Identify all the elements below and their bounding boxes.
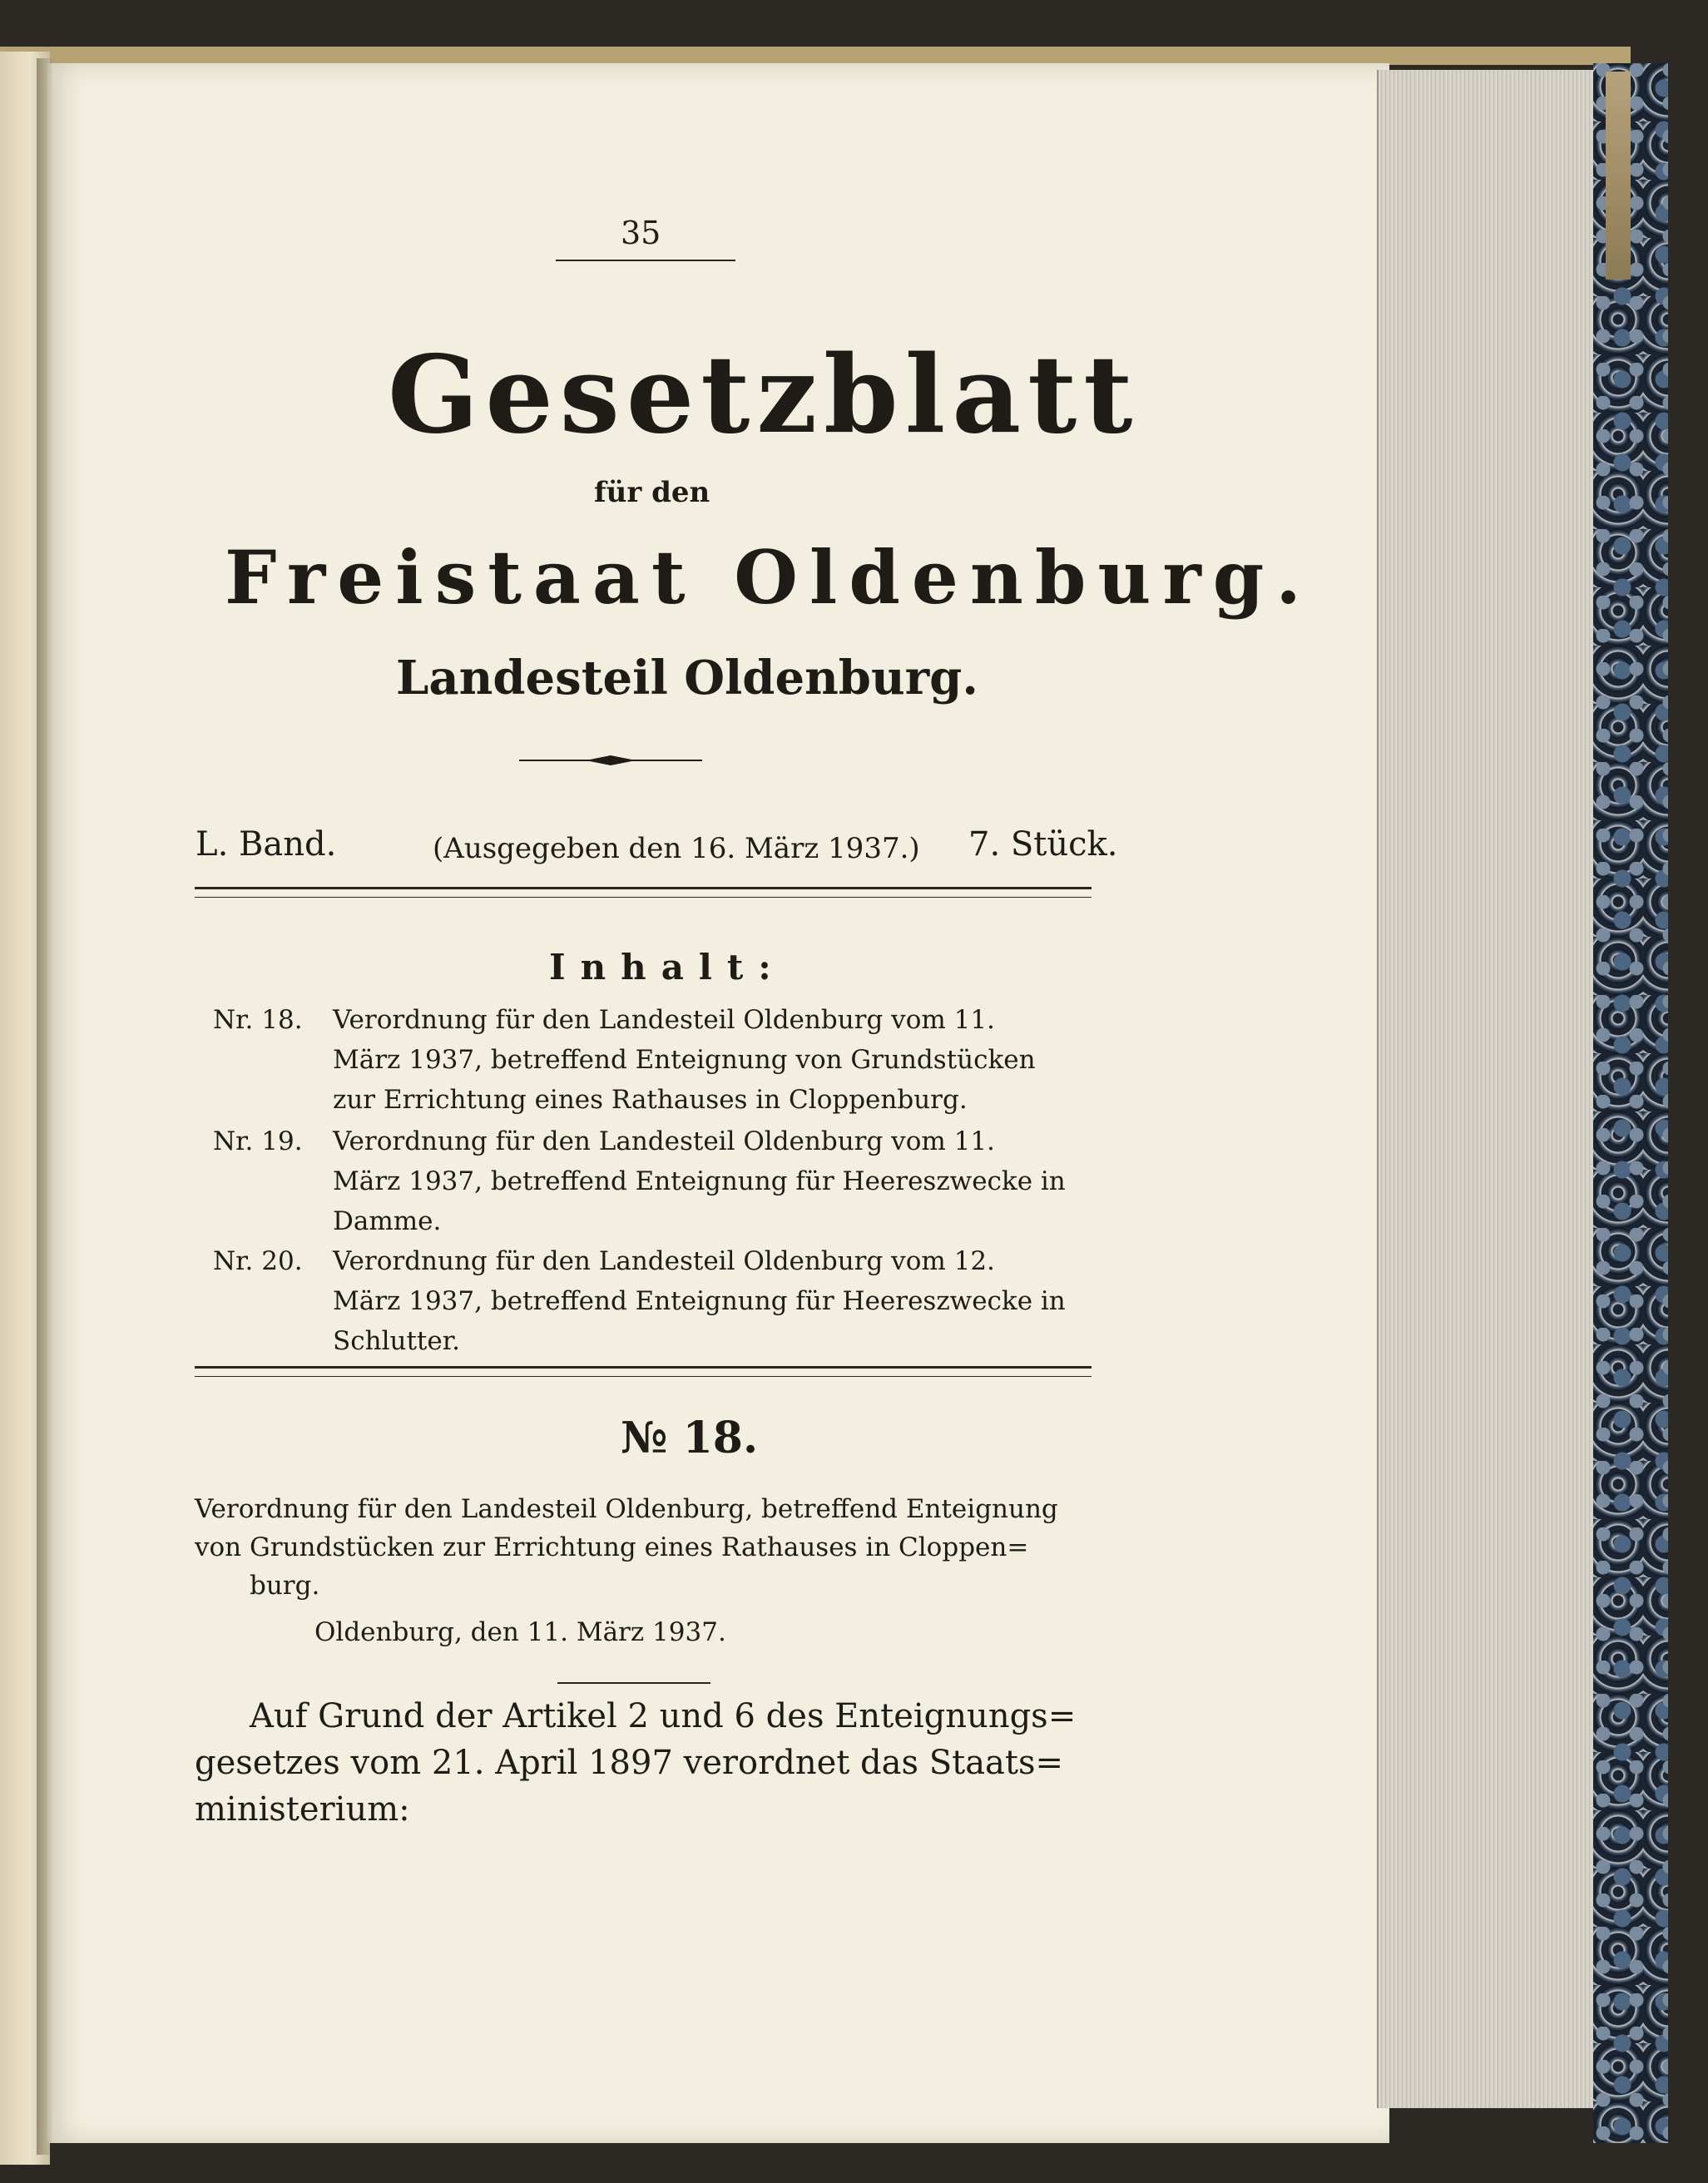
body-line: Auf Grund der Artikel 2 und 6 des Enteignungs= — [250, 1697, 1077, 1735]
place-date: Oldenburg, den 11. März 1937. — [314, 1617, 726, 1647]
region-name: Landesteil Oldenburg. — [396, 651, 978, 705]
toc-line: zur Errichtung eines Rathauses in Cloppenburg. — [333, 1085, 968, 1115]
section-title-line: von Grundstücken zur Errichtung eines Rathauses in Cloppen= — [195, 1532, 1029, 1562]
divider-ornament-icon — [519, 754, 702, 767]
toc-line: März 1937, betreffend Enteignung von Grundstücken — [333, 1045, 1036, 1075]
toc-line: Schlutter. — [333, 1326, 460, 1356]
body-line: gesetzes vom 21. April 1897 verordnet das Staats= — [195, 1744, 1064, 1782]
toc-line: Verordnung für den Landesteil Oldenburg vom 11. — [333, 1126, 995, 1156]
toc-number: Nr. 20. — [213, 1246, 303, 1276]
marbled-cover — [1593, 63, 1668, 2143]
short-rule — [557, 1682, 710, 1684]
section-number: № 18. — [621, 1413, 759, 1463]
toc-line: Verordnung für den Landesteil Oldenburg vom 12. — [333, 1246, 995, 1276]
page-number-rule — [556, 260, 735, 261]
page-number: 35 — [621, 215, 661, 251]
cover-spine-band — [1606, 72, 1631, 280]
book-top-edge — [0, 47, 1631, 65]
double-rule-bottom-b — [195, 1376, 1092, 1377]
contents-heading: Inhalt: — [549, 947, 786, 988]
toc-line: März 1937, betreffend Enteignung für Heereszwecke in — [333, 1166, 1066, 1196]
body-line: ministerium: — [195, 1790, 410, 1829]
page-block-edge — [1377, 70, 1595, 2108]
fuer-den-label: für den — [594, 476, 710, 509]
volume-label: L. Band. — [196, 825, 337, 864]
toc-number: Nr. 19. — [213, 1126, 303, 1156]
issue-part: 7. Stück. — [968, 825, 1118, 864]
double-rule-top-a — [195, 887, 1092, 889]
section-title-line: burg. — [250, 1571, 320, 1601]
book-gutter-shadow — [37, 58, 53, 2155]
double-rule-top-b — [195, 897, 1092, 898]
toc-line: Damme. — [333, 1206, 442, 1236]
gazette-title: Gesetzblatt — [388, 333, 1140, 458]
toc-line: Verordnung für den Landesteil Oldenburg vom 11. — [333, 1005, 995, 1035]
toc-line: März 1937, betreffend Enteignung für Heereszwecke in — [333, 1286, 1066, 1316]
double-rule-bottom-a — [195, 1366, 1092, 1369]
state-name: Freistaat Oldenburg. — [225, 534, 1313, 621]
issue-date: (Ausgegeben den 16. März 1937.) — [433, 832, 920, 865]
toc-number: Nr. 18. — [213, 1005, 303, 1035]
section-title-line: Verordnung für den Landesteil Oldenburg, betreffend Enteignung — [195, 1494, 1058, 1524]
